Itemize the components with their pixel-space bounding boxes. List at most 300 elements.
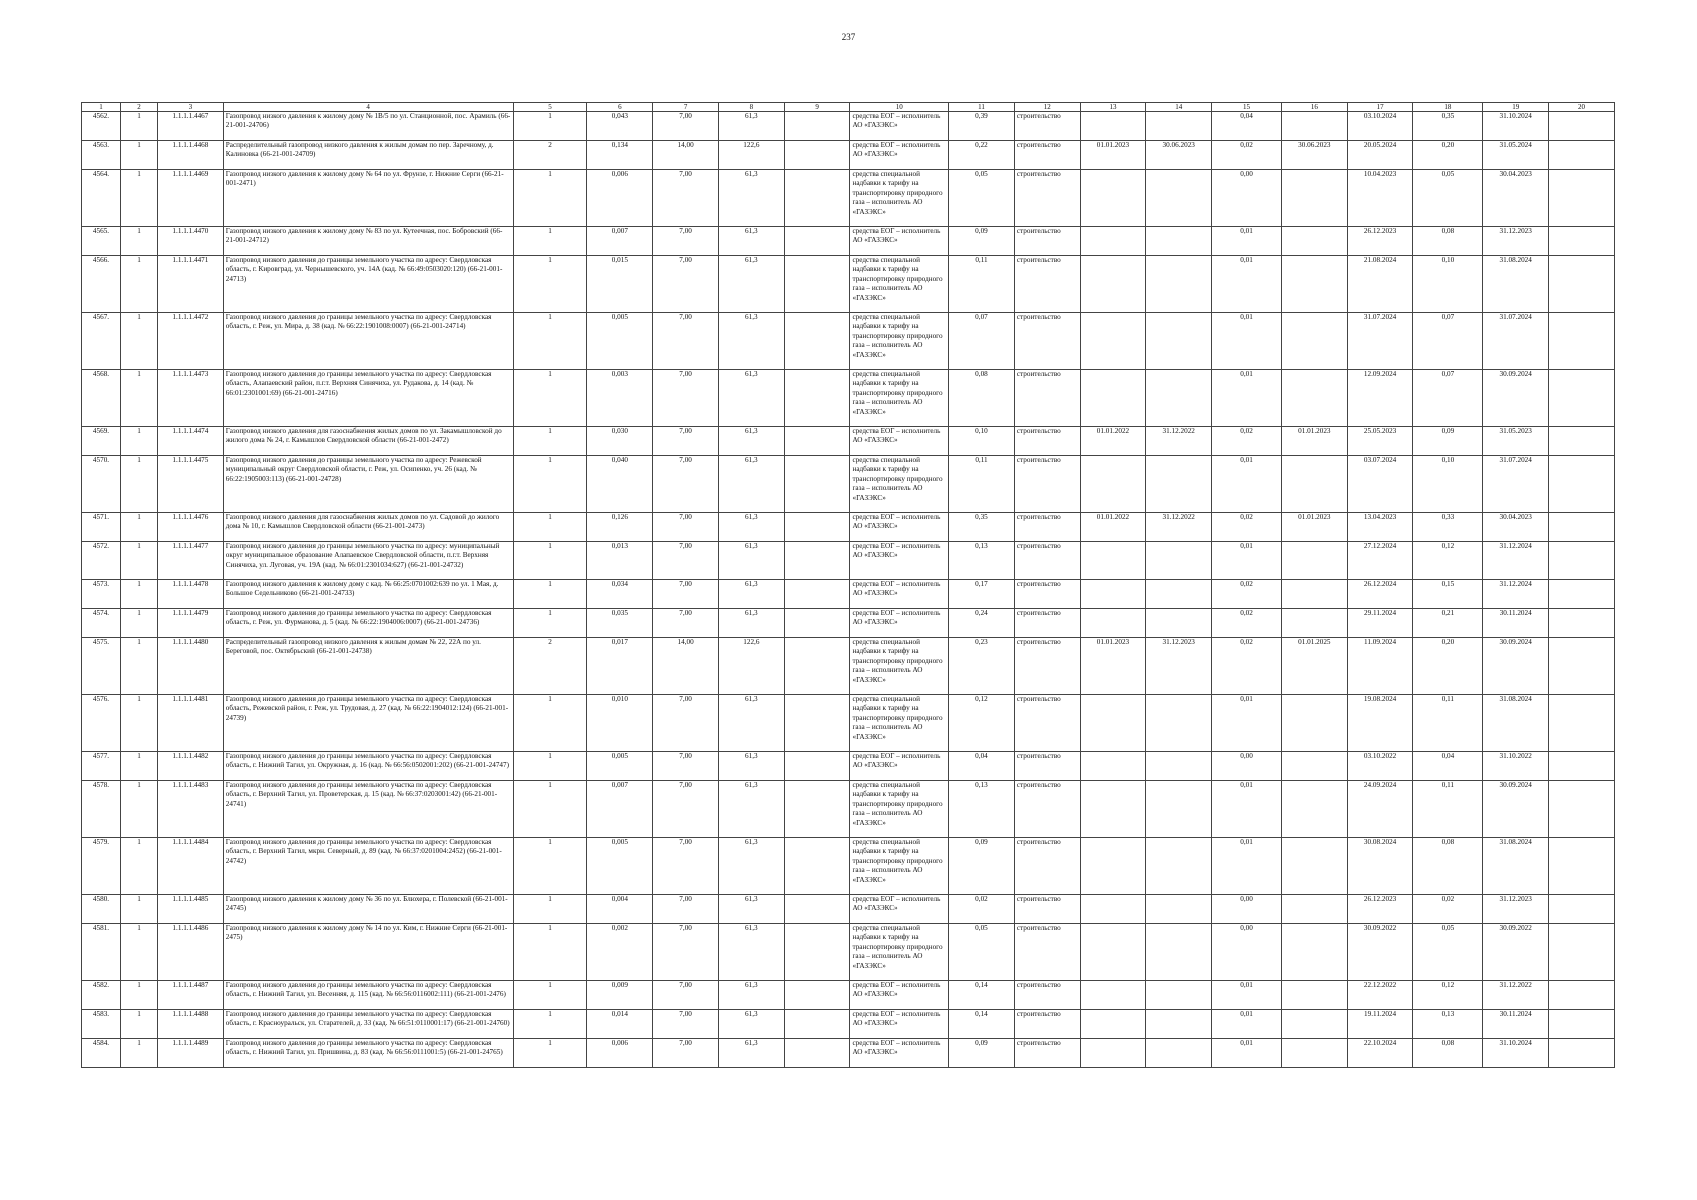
table-cell: 1.1.1.1.4484 xyxy=(158,838,224,895)
table-cell: 20.05.2024 xyxy=(1347,141,1413,170)
table-cell: 1.1.1.1.4482 xyxy=(158,752,224,781)
table-cell: Газопровод низкого давления до границы земельного участка по адресу: Свердловская область, Алапаевский район, п.г.т. Верхняя Синячиха, ул. Рудакова, д. 14 (кад. № 66:01:2301001:69) (66-21-001-24716) xyxy=(223,370,513,427)
table-cell: 1.1.1.1.4472 xyxy=(158,313,224,370)
table-cell xyxy=(784,1039,850,1068)
table-cell: Газопровод низкого давления до границы земельного участка по адресу: муниципальный округ муниципальное образование Алапаевское Свердловской области, п.г.т. Верхняя Синячиха, ул. Луговая, уч. 19А (кад. № 66:01:2301034:627) (66-21-001-24732) xyxy=(223,542,513,580)
table-cell xyxy=(784,370,850,427)
table-cell: 1 xyxy=(121,456,158,513)
table-cell: 61,3 xyxy=(718,609,784,638)
table-cell: Газопровод низкого давления к жилому дому № 64 по ул. Фрунзе, г. Нижние Серги (66-21-001-2471) xyxy=(223,170,513,227)
table-row xyxy=(82,895,1615,924)
table-cell: 01.01.2022 xyxy=(1080,513,1146,542)
table-cell: 0,04 xyxy=(949,752,1015,781)
table-cell: средства специальной надбавки к тарифу на транспортировку природного газа – исполнитель АО «ГАЗЭКС» xyxy=(850,638,949,695)
table-cell xyxy=(1281,895,1347,924)
table-cell: 4572. xyxy=(82,542,121,580)
table-cell: Газопровод низкого давления к жилому дому № 83 по ул. Кутеечная, пос. Бобровский (66-21-001-24712) xyxy=(223,227,513,256)
table-cell: 0,07 xyxy=(1413,370,1483,427)
table-cell: 31.12.2023 xyxy=(1483,227,1549,256)
table-cell: 26.12.2023 xyxy=(1347,895,1413,924)
table-row xyxy=(82,227,1615,256)
table-cell xyxy=(1146,313,1212,370)
table-cell: 0,11 xyxy=(1413,781,1483,838)
table-cell: 0,13 xyxy=(949,781,1015,838)
table-cell: 7,00 xyxy=(653,112,719,141)
table-cell: 0,005 xyxy=(587,752,653,781)
table-cell xyxy=(1080,456,1146,513)
table-cell: 4564. xyxy=(82,170,121,227)
table-cell xyxy=(1146,542,1212,580)
table-cell: 4575. xyxy=(82,638,121,695)
table-cell: 0,005 xyxy=(587,313,653,370)
table-cell: 0,09 xyxy=(1413,427,1483,456)
table-cell xyxy=(1281,313,1347,370)
table-cell: средства ЕОГ – исполнитель АО «ГАЗЭКС» xyxy=(850,895,949,924)
table-cell: 31.12.2024 xyxy=(1483,580,1549,609)
table-cell: 31.12.2022 xyxy=(1146,513,1212,542)
table-cell: строительство xyxy=(1014,895,1080,924)
table-cell xyxy=(784,513,850,542)
table-cell: 25.05.2023 xyxy=(1347,427,1413,456)
table-cell: 4578. xyxy=(82,781,121,838)
table-cell: строительство xyxy=(1014,513,1080,542)
table-cell: 11.09.2024 xyxy=(1347,638,1413,695)
table-cell: 0,01 xyxy=(1212,456,1282,513)
table-cell: строительство xyxy=(1014,256,1080,313)
table-cell xyxy=(1281,170,1347,227)
table-cell: 19.11.2024 xyxy=(1347,1010,1413,1039)
table-cell xyxy=(784,542,850,580)
table-cell xyxy=(1146,227,1212,256)
table-cell: 0,01 xyxy=(1212,256,1282,313)
table-cell xyxy=(784,170,850,227)
table-cell: 1.1.1.1.4487 xyxy=(158,981,224,1010)
table-cell: 0,01 xyxy=(1212,781,1282,838)
table-row xyxy=(82,170,1615,227)
table-cell: 0,00 xyxy=(1212,752,1282,781)
table-cell xyxy=(1080,895,1146,924)
table-row xyxy=(82,370,1615,427)
table-cell: 1 xyxy=(513,695,587,752)
table-cell: 1 xyxy=(121,141,158,170)
table-cell: 0,14 xyxy=(949,1010,1015,1039)
table-cell: 4568. xyxy=(82,370,121,427)
table-cell: 1 xyxy=(513,580,587,609)
table-cell: 01.01.2023 xyxy=(1281,427,1347,456)
table-cell: 61,3 xyxy=(718,542,784,580)
table-cell: Газопровод низкого давления до границы земельного участка по адресу: Свердловская область, г. Красноуральск, ул. Старателей, д. 33 (кад. № 66:51:0110001:17) (66-21-001-24760) xyxy=(223,1010,513,1039)
table-cell: 31.12.2023 xyxy=(1483,895,1549,924)
table-cell: 22.10.2024 xyxy=(1347,1039,1413,1068)
table-cell: 0,134 xyxy=(587,141,653,170)
column-header: 20 xyxy=(1549,103,1615,112)
table-row xyxy=(82,1010,1615,1039)
column-header: 12 xyxy=(1014,103,1080,112)
table-cell: 30.06.2023 xyxy=(1281,141,1347,170)
table-cell: 01.01.2023 xyxy=(1281,513,1347,542)
table-cell xyxy=(1281,112,1347,141)
table-cell: 61,3 xyxy=(718,1010,784,1039)
table-cell: 1 xyxy=(513,752,587,781)
table-cell: строительство xyxy=(1014,752,1080,781)
table-cell: строительство xyxy=(1014,981,1080,1010)
table-cell: строительство xyxy=(1014,695,1080,752)
table-cell: 1 xyxy=(121,695,158,752)
table-cell: средства специальной надбавки к тарифу на транспортировку природного газа – исполнитель АО «ГАЗЭКС» xyxy=(850,695,949,752)
table-cell xyxy=(1549,752,1615,781)
table-cell: 4567. xyxy=(82,313,121,370)
table-cell: 61,3 xyxy=(718,924,784,981)
table-cell: 0,00 xyxy=(1212,170,1282,227)
registry-table xyxy=(81,102,1615,1068)
table-cell: 4580. xyxy=(82,895,121,924)
table-cell: 61,3 xyxy=(718,313,784,370)
table-cell: 0,04 xyxy=(1413,752,1483,781)
table-cell: 0,01 xyxy=(1212,227,1282,256)
table-cell: 31.08.2024 xyxy=(1483,256,1549,313)
table-cell: 12.09.2024 xyxy=(1347,370,1413,427)
table-cell xyxy=(1146,580,1212,609)
table-cell: Газопровод низкого давления до границы земельного участка по адресу: Режевской муниципальный округ Свердловской области, г. Реж, ул. Осипенко, уч. 26 (кад. № 66:22:1905003:113) (66-21-001-24728) xyxy=(223,456,513,513)
table-cell: 1 xyxy=(513,981,587,1010)
table-cell xyxy=(1549,141,1615,170)
table-cell: 0,01 xyxy=(1212,695,1282,752)
table-cell: строительство xyxy=(1014,456,1080,513)
table-cell: 26.12.2024 xyxy=(1347,580,1413,609)
table-cell: 30.09.2022 xyxy=(1347,924,1413,981)
table-cell: 0,05 xyxy=(949,924,1015,981)
table-cell xyxy=(784,456,850,513)
table-cell xyxy=(784,781,850,838)
table-cell: 0,034 xyxy=(587,580,653,609)
table-cell: 30.06.2023 xyxy=(1146,141,1212,170)
table-cell xyxy=(1281,695,1347,752)
table-cell: средства ЕОГ – исполнитель АО «ГАЗЭКС» xyxy=(850,112,949,141)
table-cell: 1 xyxy=(121,513,158,542)
table-cell xyxy=(1281,752,1347,781)
table-row xyxy=(82,456,1615,513)
table-cell xyxy=(784,427,850,456)
table-cell xyxy=(1080,609,1146,638)
table-cell: 0,11 xyxy=(949,456,1015,513)
table-cell: строительство xyxy=(1014,838,1080,895)
table-cell: 27.12.2024 xyxy=(1347,542,1413,580)
table-cell: Газопровод низкого давления до границы земельного участка по адресу: Свердловская область, Режевской район, г. Реж, ул. Трудовая, д. 27 (кад. № 66:22:1904012:124) (66-21-001-24739) xyxy=(223,695,513,752)
table-cell: 0,39 xyxy=(949,112,1015,141)
table-cell: 0,22 xyxy=(949,141,1015,170)
table-cell: 61,3 xyxy=(718,781,784,838)
table-cell xyxy=(1146,170,1212,227)
table-cell xyxy=(1146,695,1212,752)
table-cell: 30.09.2024 xyxy=(1483,638,1549,695)
table-cell: 1 xyxy=(513,542,587,580)
table-cell: Газопровод низкого давления к жилому дому № 14 по ул. Ким, г. Нижние Серги (66-21-001-2475) xyxy=(223,924,513,981)
table-cell: 7,00 xyxy=(653,609,719,638)
table-cell: 0,015 xyxy=(587,256,653,313)
table-cell: средства ЕОГ – исполнитель АО «ГАЗЭКС» xyxy=(850,513,949,542)
table-cell xyxy=(784,256,850,313)
column-header: 17 xyxy=(1347,103,1413,112)
table-cell: 1 xyxy=(513,838,587,895)
table-cell xyxy=(1549,170,1615,227)
column-header: 15 xyxy=(1212,103,1282,112)
table-cell: 61,3 xyxy=(718,981,784,1010)
table-cell: 4571. xyxy=(82,513,121,542)
table-row xyxy=(82,838,1615,895)
table-cell: 4576. xyxy=(82,695,121,752)
table-cell: 0,030 xyxy=(587,427,653,456)
table-cell: 4569. xyxy=(82,427,121,456)
table-cell: 0,013 xyxy=(587,542,653,580)
table-cell: 24.09.2024 xyxy=(1347,781,1413,838)
table-cell xyxy=(1281,924,1347,981)
table-cell: 61,3 xyxy=(718,580,784,609)
table-cell xyxy=(1146,370,1212,427)
table-cell xyxy=(1549,580,1615,609)
table-cell: 0,07 xyxy=(949,313,1015,370)
table-cell: 0,006 xyxy=(587,170,653,227)
table-cell: 61,3 xyxy=(718,1039,784,1068)
column-header: 3 xyxy=(158,103,224,112)
column-header: 19 xyxy=(1483,103,1549,112)
table-cell: 0,00 xyxy=(1212,895,1282,924)
table-cell: 0,017 xyxy=(587,638,653,695)
table-row xyxy=(82,609,1615,638)
table-row xyxy=(82,542,1615,580)
table-cell: 0,11 xyxy=(949,256,1015,313)
table-cell: средства ЕОГ – исполнитель АО «ГАЗЭКС» xyxy=(850,141,949,170)
table-cell: 0,33 xyxy=(1413,513,1483,542)
table-cell xyxy=(1549,513,1615,542)
table-cell: 1 xyxy=(513,256,587,313)
table-cell: 01.01.2023 xyxy=(1080,141,1146,170)
table-cell: средства ЕОГ – исполнитель АО «ГАЗЭКС» xyxy=(850,427,949,456)
table-cell: 0,09 xyxy=(949,838,1015,895)
table-cell: 4581. xyxy=(82,924,121,981)
table-cell: 30.04.2023 xyxy=(1483,513,1549,542)
table-cell: 1 xyxy=(121,1010,158,1039)
table-cell: 0,12 xyxy=(1413,542,1483,580)
table-cell: 1.1.1.1.4477 xyxy=(158,542,224,580)
table-cell: 0,17 xyxy=(949,580,1015,609)
table-cell: 1.1.1.1.4488 xyxy=(158,1010,224,1039)
table-cell: средства специальной надбавки к тарифу на транспортировку природного газа – исполнитель АО «ГАЗЭКС» xyxy=(850,924,949,981)
table-cell: 03.07.2024 xyxy=(1347,456,1413,513)
table-cell: 1 xyxy=(513,370,587,427)
table-cell: 0,09 xyxy=(949,227,1015,256)
table-cell xyxy=(1080,112,1146,141)
table-cell: 0,01 xyxy=(1212,838,1282,895)
table-cell: 1 xyxy=(121,542,158,580)
table-cell: 61,3 xyxy=(718,895,784,924)
table-cell: 31.07.2024 xyxy=(1483,313,1549,370)
table-cell: 0,12 xyxy=(949,695,1015,752)
table-cell xyxy=(784,924,850,981)
table-cell: средства ЕОГ – исполнитель АО «ГАЗЭКС» xyxy=(850,1010,949,1039)
table-cell: 0,05 xyxy=(949,170,1015,227)
table-cell: 0,004 xyxy=(587,895,653,924)
table-cell: Распределительный газопровод низкого давления к жилым домам по пер. Заречному, д. Калиновка (66-21-001-24709) xyxy=(223,141,513,170)
table-cell xyxy=(784,112,850,141)
table-cell: 31.12.2022 xyxy=(1483,981,1549,1010)
table-cell: 31.08.2024 xyxy=(1483,838,1549,895)
table-cell: 1 xyxy=(121,580,158,609)
table-cell: Газопровод низкого давления до границы земельного участка по адресу: Свердловская область, г. Нижний Тагил, ул. Окружная, д. 16 (кад. № 66:56:0502001:202) (66-21-001-24747) xyxy=(223,752,513,781)
table-cell xyxy=(1080,227,1146,256)
table-cell: 1.1.1.1.4480 xyxy=(158,638,224,695)
table-cell: 31.10.2024 xyxy=(1483,112,1549,141)
column-header: 10 xyxy=(850,103,949,112)
table-cell: 1 xyxy=(121,256,158,313)
page-number: 237 xyxy=(841,32,856,42)
table-cell xyxy=(1146,609,1212,638)
table-cell: 0,14 xyxy=(949,981,1015,1010)
table-cell: 1 xyxy=(121,895,158,924)
table-cell: 0,02 xyxy=(1212,580,1282,609)
table-cell: Газопровод низкого давления до границы земельного участка по адресу: Свердловская область, г. Кировград, ул. Чернышевского, уч. 14А (кад. № 66:49:0503020:120) (66-21-001-24713) xyxy=(223,256,513,313)
table-cell xyxy=(1080,838,1146,895)
table-cell: средства ЕОГ – исполнитель АО «ГАЗЭКС» xyxy=(850,227,949,256)
table-row xyxy=(82,924,1615,981)
table-cell: 1 xyxy=(121,781,158,838)
table-cell: 1.1.1.1.4485 xyxy=(158,895,224,924)
table-row xyxy=(82,427,1615,456)
table-cell: средства ЕОГ – исполнитель АО «ГАЗЭКС» xyxy=(850,981,949,1010)
table-cell xyxy=(1549,981,1615,1010)
table-cell xyxy=(1281,256,1347,313)
table-cell: 1 xyxy=(513,1010,587,1039)
table-cell: 03.10.2024 xyxy=(1347,112,1413,141)
table-cell xyxy=(1549,609,1615,638)
table-cell: 0,20 xyxy=(1413,638,1483,695)
table-cell xyxy=(1549,313,1615,370)
table-cell: строительство xyxy=(1014,924,1080,981)
table-cell: Газопровод низкого давления до границы земельного участка по адресу: Свердловская область, г. Нижний Тагил, ул. Весенняя, д. 115 (кад. № 66:56:0116002:111) (66-21-001-2476) xyxy=(223,981,513,1010)
table-cell: 1.1.1.1.4486 xyxy=(158,924,224,981)
column-header: 9 xyxy=(784,103,850,112)
table-cell: 1 xyxy=(513,924,587,981)
table-cell: 1.1.1.1.4489 xyxy=(158,1039,224,1068)
table-cell: 1 xyxy=(121,370,158,427)
table-cell: строительство xyxy=(1014,638,1080,695)
table-cell: строительство xyxy=(1014,227,1080,256)
table-cell xyxy=(1281,838,1347,895)
table-cell: средства ЕОГ – исполнитель АО «ГАЗЭКС» xyxy=(850,580,949,609)
table-cell: 7,00 xyxy=(653,456,719,513)
table-cell: 0,13 xyxy=(949,542,1015,580)
table-cell xyxy=(784,838,850,895)
table-cell: 0,010 xyxy=(587,695,653,752)
table-cell: 1 xyxy=(513,781,587,838)
table-cell xyxy=(784,580,850,609)
table-cell: строительство xyxy=(1014,313,1080,370)
table-cell: 0,02 xyxy=(1212,513,1282,542)
table-cell: строительство xyxy=(1014,141,1080,170)
table-cell xyxy=(1146,256,1212,313)
table-row xyxy=(82,638,1615,695)
table-cell xyxy=(784,638,850,695)
table-cell: 4574. xyxy=(82,609,121,638)
table-cell: 61,3 xyxy=(718,838,784,895)
table-cell: 1.1.1.1.4476 xyxy=(158,513,224,542)
table-cell: 4583. xyxy=(82,1010,121,1039)
table-cell xyxy=(784,227,850,256)
table-cell: 7,00 xyxy=(653,542,719,580)
table-cell: 1 xyxy=(121,638,158,695)
column-header: 13 xyxy=(1080,103,1146,112)
table-cell: 0,12 xyxy=(1413,981,1483,1010)
column-header: 2 xyxy=(121,103,158,112)
column-header: 18 xyxy=(1413,103,1483,112)
table-cell: 14,00 xyxy=(653,141,719,170)
column-header: 8 xyxy=(718,103,784,112)
table-cell: 1 xyxy=(513,609,587,638)
table-cell: 7,00 xyxy=(653,695,719,752)
table-cell: 7,00 xyxy=(653,752,719,781)
table-cell: 30.09.2024 xyxy=(1483,370,1549,427)
table-cell: 0,05 xyxy=(1413,170,1483,227)
table-cell: 31.07.2024 xyxy=(1347,313,1413,370)
table-cell: Газопровод низкого давления к жилому дому № 36 по ул. Блюхера, г. Полевской (66-21-001-24745) xyxy=(223,895,513,924)
table-cell: Газопровод низкого давления до границы земельного участка по адресу: Свердловская область, г. Реж, ул. Фурманова, д. 5 (кад. № 66:22:1904006:0007) (66-21-001-24736) xyxy=(223,609,513,638)
table-cell: 21.08.2024 xyxy=(1347,256,1413,313)
table-cell: 0,21 xyxy=(1413,609,1483,638)
table-cell: 0,014 xyxy=(587,1010,653,1039)
table-cell xyxy=(1549,370,1615,427)
table-cell xyxy=(784,695,850,752)
table-cell: 7,00 xyxy=(653,981,719,1010)
table-cell xyxy=(1549,227,1615,256)
table-cell: 30.09.2024 xyxy=(1483,781,1549,838)
table-cell: 1 xyxy=(121,1039,158,1068)
table-cell: 29.11.2024 xyxy=(1347,609,1413,638)
table-body xyxy=(82,112,1615,1068)
table-cell xyxy=(1080,370,1146,427)
table-cell xyxy=(1080,981,1146,1010)
table-cell: 0,003 xyxy=(587,370,653,427)
table-cell xyxy=(1080,752,1146,781)
table-cell xyxy=(1146,456,1212,513)
table-cell xyxy=(1549,542,1615,580)
table-row xyxy=(82,1039,1615,1068)
table-cell: 4582. xyxy=(82,981,121,1010)
table-cell: 1.1.1.1.4474 xyxy=(158,427,224,456)
table-cell xyxy=(1549,427,1615,456)
table-cell: 7,00 xyxy=(653,895,719,924)
table-cell: 31.10.2022 xyxy=(1483,752,1549,781)
table-cell: 1.1.1.1.4478 xyxy=(158,580,224,609)
table-cell: 1.1.1.1.4483 xyxy=(158,781,224,838)
table-cell xyxy=(784,1010,850,1039)
table-cell: 61,3 xyxy=(718,370,784,427)
table-cell: 0,01 xyxy=(1212,370,1282,427)
table-cell xyxy=(1146,895,1212,924)
table-cell xyxy=(1549,638,1615,695)
table-cell: 0,043 xyxy=(587,112,653,141)
table-cell: 0,13 xyxy=(1413,1010,1483,1039)
table-cell: 1.1.1.1.4479 xyxy=(158,609,224,638)
table-cell: 31.10.2024 xyxy=(1483,1039,1549,1068)
table-cell: строительство xyxy=(1014,542,1080,580)
table-cell: 01.01.2023 xyxy=(1080,638,1146,695)
column-header: 16 xyxy=(1281,103,1347,112)
table-cell: Газопровод низкого давления до границы земельного участка по адресу: Свердловская область, г. Верхний Тагил, мкрн. Северный, д. 89 (кад. № 66:37:0201004:2452) (66-21-001-24742) xyxy=(223,838,513,895)
table-cell: 0,04 xyxy=(1212,112,1282,141)
table-cell xyxy=(1146,112,1212,141)
table-cell: 0,08 xyxy=(949,370,1015,427)
table-cell xyxy=(1549,838,1615,895)
table-cell: Газопровод низкого давления до границы земельного участка по адресу: Свердловская область, г. Верхний Тагил, ул. Проветерская, д. 15 (кад. № 66:37:0203001:42) (66-21-001-24741) xyxy=(223,781,513,838)
